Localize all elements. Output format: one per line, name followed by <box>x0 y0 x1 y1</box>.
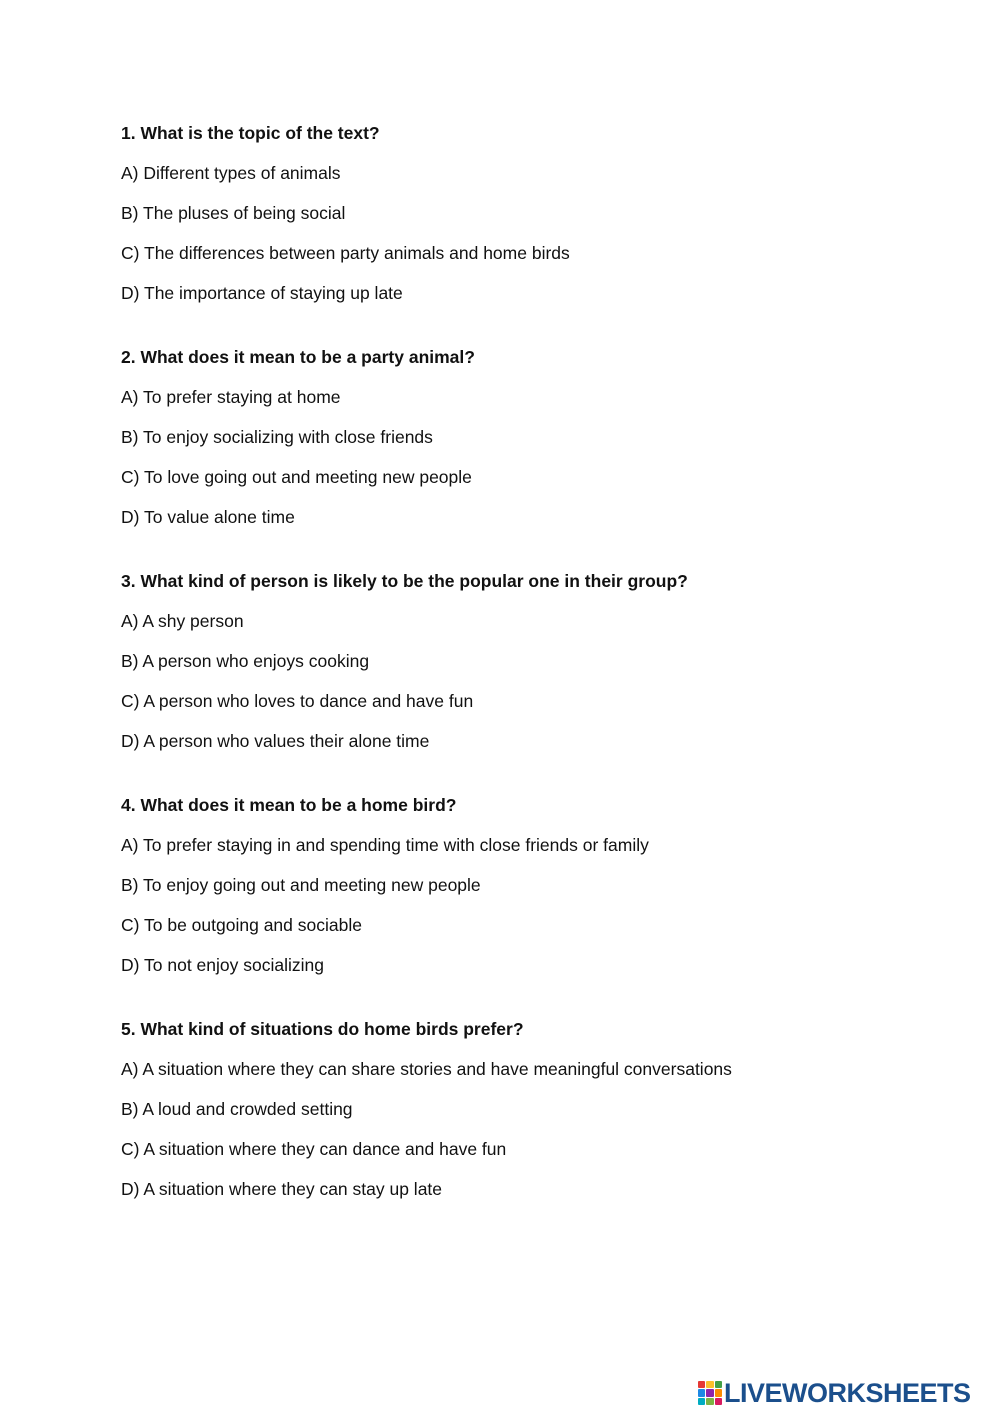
logo-tile <box>715 1381 722 1388</box>
logo-tile <box>698 1398 705 1405</box>
question-block-4 <box>121 793 941 977</box>
logo-tile <box>706 1389 713 1396</box>
liveworksheets-brand[interactable] <box>698 1378 971 1408</box>
question-3-option-b[interactable]: B) A person who enjoys cooking <box>121 651 370 671</box>
logo-tile <box>698 1389 705 1396</box>
logo-tile <box>715 1398 722 1405</box>
logo-tile <box>706 1381 713 1388</box>
logo-tile <box>698 1381 705 1388</box>
worksheet <box>121 121 941 1241</box>
question-block-2 <box>121 345 941 529</box>
question-2-option-d[interactable]: D) To value alone time <box>121 507 295 527</box>
question-3-option-c[interactable]: C) A person who loves to dance and have fun <box>121 691 474 711</box>
question-2-option-b[interactable]: B) To enjoy socializing with close friends <box>121 427 433 447</box>
question-5-option-b[interactable]: B) A loud and crowded setting <box>121 1099 353 1119</box>
question-1-text: 1. What is the topic of the text? <box>121 123 380 143</box>
question-1-option-c[interactable]: C) The differences between party animals and home birds <box>121 243 570 263</box>
question-5-option-d[interactable]: D) A situation where they can stay up late <box>121 1179 443 1199</box>
question-1-option-a[interactable]: A) Different types of animals <box>121 163 341 183</box>
question-4-option-a[interactable]: A) To prefer staying in and spending time with close friends or family <box>121 835 649 855</box>
question-block-1 <box>121 121 941 305</box>
liveworksheets-logo-icon <box>698 1381 722 1405</box>
logo-tile <box>715 1389 722 1396</box>
question-2-option-c[interactable]: C) To love going out and meeting new people <box>121 467 472 487</box>
question-5-option-a[interactable]: A) A situation where they can share stories and have meaningful conversations <box>121 1059 732 1079</box>
question-3-option-a[interactable]: A) A shy person <box>121 611 244 631</box>
question-4-text: 4. What does it mean to be a home bird? <box>121 795 457 815</box>
question-4-option-d[interactable]: D) To not enjoy socializing <box>121 955 324 975</box>
question-3-option-d[interactable]: D) A person who values their alone time <box>121 731 430 751</box>
question-5-option-c[interactable]: C) A situation where they can dance and have fun <box>121 1139 507 1159</box>
question-block-3 <box>121 569 941 753</box>
logo-tile <box>706 1398 713 1405</box>
question-4-option-c[interactable]: C) To be outgoing and sociable <box>121 915 362 935</box>
question-4-option-b[interactable]: B) To enjoy going out and meeting new people <box>121 875 481 895</box>
question-5-text: 5. What kind of situations do home birds prefer? <box>121 1019 524 1039</box>
question-block-5 <box>121 1017 941 1201</box>
question-1-option-b[interactable]: B) The pluses of being social <box>121 203 346 223</box>
question-1-option-d[interactable]: D) The importance of staying up late <box>121 283 403 303</box>
question-3-text: 3. What kind of person is likely to be the popular one in their group? <box>121 571 688 591</box>
brand-text: LIVEWORKSHEETS <box>724 1378 971 1408</box>
question-2-option-a[interactable]: A) To prefer staying at home <box>121 387 341 407</box>
question-2-text: 2. What does it mean to be a party animal? <box>121 347 475 367</box>
